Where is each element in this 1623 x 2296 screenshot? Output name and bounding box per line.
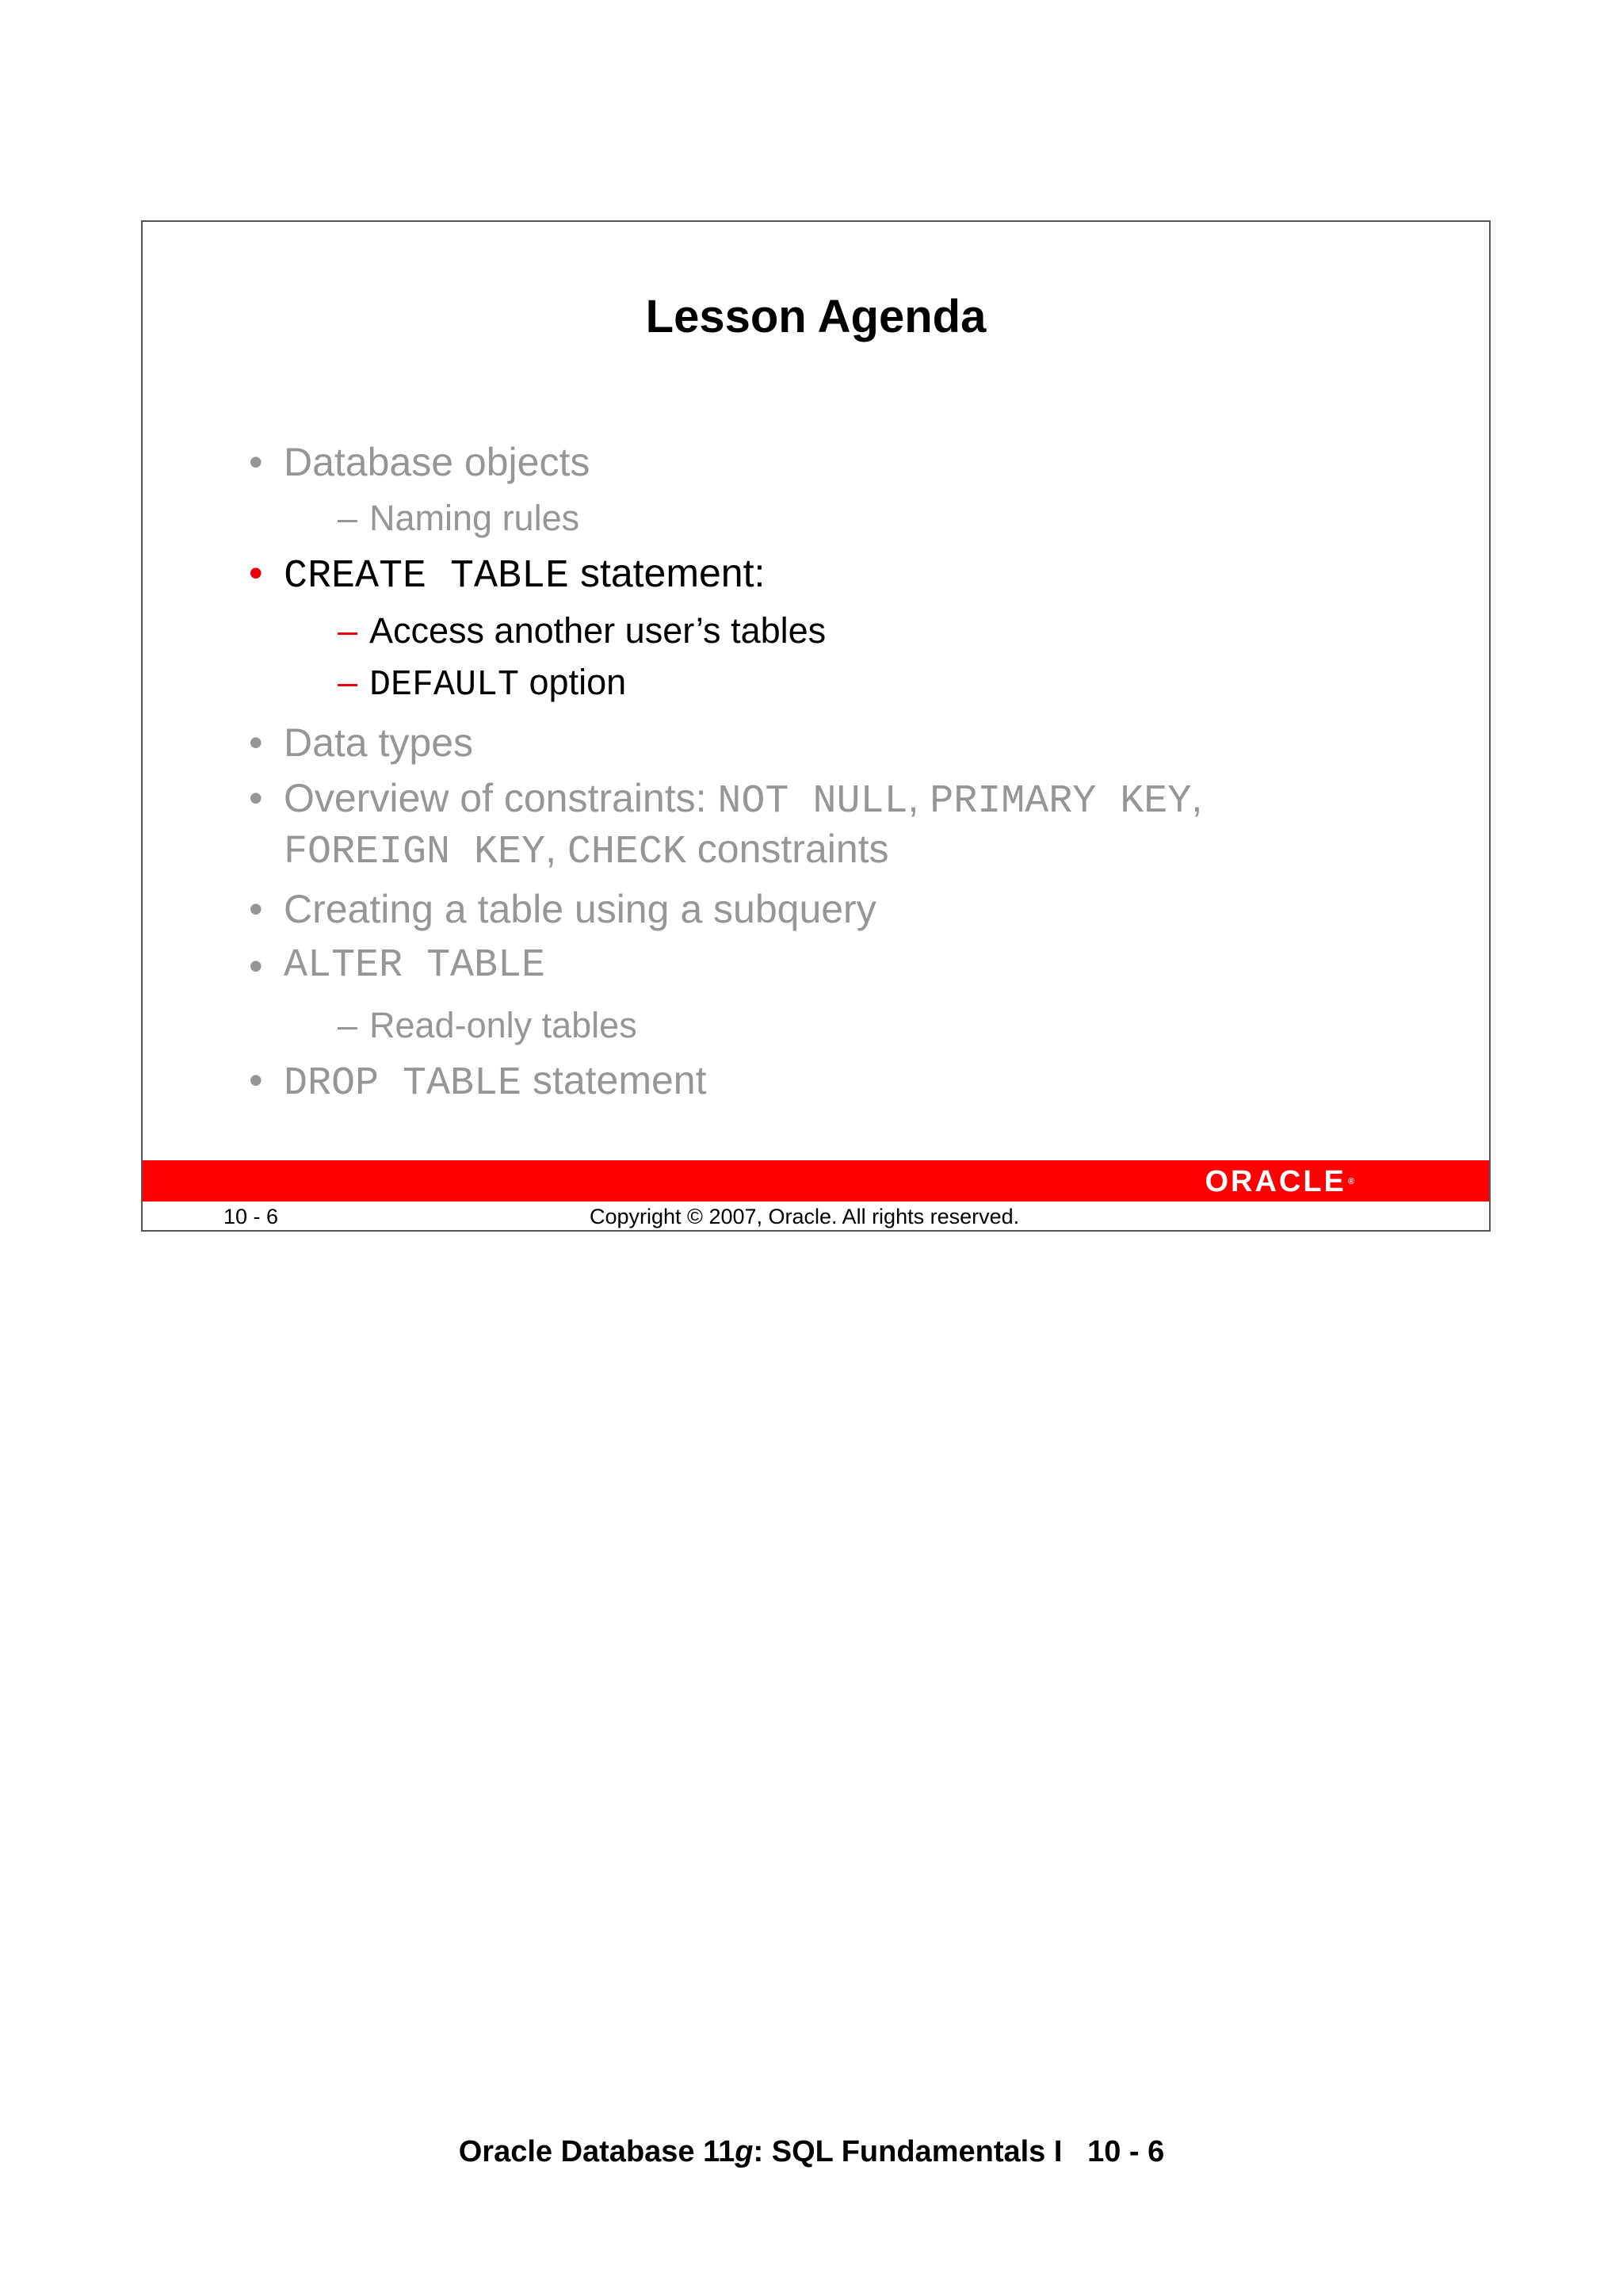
copyright-text: Copyright © 2007, Oracle. All rights reserved. (590, 1205, 1020, 1228)
oracle-logo (1205, 1167, 1354, 1196)
agenda-item-label: Database objects (284, 440, 590, 484)
dash-icon: – (338, 1005, 358, 1045)
agenda-item-label (284, 775, 1202, 824)
page-footer-prefix: Oracle Database 11 (458, 2135, 735, 2168)
logo-registered-mark: ® (1347, 1177, 1354, 1186)
dash-icon: – (338, 610, 358, 651)
bullet-icon: • (249, 944, 263, 988)
slide (141, 220, 1491, 1232)
agenda-list (143, 222, 1489, 1230)
page-footer (0, 2135, 1623, 2169)
slide-footer (143, 1201, 1489, 1232)
bullet-icon: • (249, 776, 263, 820)
code-not-null: NOT NULL (717, 779, 908, 824)
dash-icon: – (338, 662, 358, 702)
drop-table-text: statement (521, 1058, 707, 1102)
page-footer-italic: g (735, 2135, 754, 2168)
comma-separator: , (545, 827, 567, 871)
agenda-subitem-label: Access another user’s tables (369, 610, 827, 651)
constraints-tail: constraints (685, 827, 889, 871)
bullet-icon: • (249, 1058, 263, 1102)
bullet-icon: • (249, 887, 263, 931)
code-foreign-key: FOREIGN KEY (284, 830, 546, 875)
constraints-intro: Overview of constraints: (284, 776, 718, 820)
dash-icon: – (338, 498, 358, 538)
brand-bar (143, 1160, 1489, 1201)
agenda-item-label: Data types (284, 720, 474, 765)
agenda-subitem-label (369, 662, 626, 705)
slide-title: Lesson Agenda (645, 291, 987, 342)
code-create-table: CREATE TABLE (284, 554, 570, 599)
bullet-icon: • (249, 551, 263, 595)
logo-text: ORACLE (1205, 1165, 1346, 1198)
comma-separator: , (1191, 776, 1203, 820)
agenda-item-label (284, 826, 889, 875)
agenda-subitem-label: Naming rules (369, 498, 580, 538)
page-footer-suffix: : SQL Fundamentals I 10 - 6 (753, 2135, 1165, 2168)
create-table-text: statement: (569, 551, 766, 595)
bullet-icon: • (249, 720, 263, 765)
code-drop-table: DROP TABLE (284, 1061, 522, 1106)
bullet-icon: • (249, 440, 263, 484)
default-text: option (519, 662, 627, 702)
slide-number: 10 - 6 (223, 1205, 279, 1228)
agenda-item-label (284, 550, 765, 599)
code-primary-key: PRIMARY KEY (930, 779, 1192, 824)
code-check: CHECK (567, 830, 686, 875)
agenda-item-label: Creating a table using a subquery (284, 887, 876, 931)
code-alter-table: ALTER TABLE (284, 943, 546, 988)
comma-separator: , (907, 776, 930, 820)
code-default: DEFAULT (369, 665, 520, 705)
agenda-item-label (284, 1057, 707, 1106)
agenda-subitem-label: Read-only tables (369, 1005, 637, 1045)
